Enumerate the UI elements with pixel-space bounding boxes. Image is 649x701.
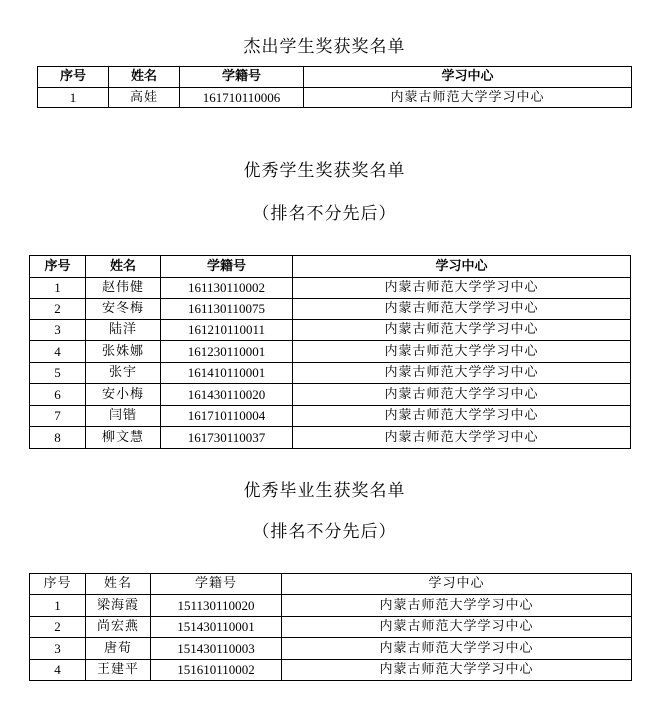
cell-name: 柳文慧 (86, 427, 161, 449)
cell-student-id: 161210110011 (161, 320, 293, 341)
header-name: 姓名 (109, 67, 180, 88)
table-header-row (30, 574, 632, 595)
header-index: 序号 (30, 256, 86, 278)
cell-index: 3 (30, 638, 86, 660)
cell-index: 6 (30, 384, 86, 406)
cell-name: 高娃 (109, 88, 180, 108)
cell-student-id: 151130110020 (151, 595, 282, 617)
table-row (30, 363, 631, 384)
cell-student-id: 161710110004 (161, 406, 293, 427)
cell-index: 5 (30, 363, 86, 384)
cell-center: 内蒙古师范大学学习中心 (293, 320, 631, 341)
cell-center: 内蒙古师范大学学习中心 (293, 341, 631, 363)
table-row (30, 427, 631, 449)
table-excellent-graduate (29, 573, 632, 681)
cell-center: 内蒙古师范大学学习中心 (282, 638, 632, 660)
cell-center: 内蒙古师范大学学习中心 (282, 660, 632, 681)
cell-center: 内蒙古师范大学学习中心 (282, 595, 632, 617)
header-center: 学习中心 (282, 574, 632, 595)
table-row (30, 341, 631, 363)
table-row (30, 299, 631, 320)
cell-name: 闫锴 (86, 406, 161, 427)
cell-student-id: 161410110001 (161, 363, 293, 384)
cell-index: 2 (30, 299, 86, 320)
cell-center: 内蒙古师范大学学习中心 (293, 406, 631, 427)
cell-center: 内蒙古师范大学学习中心 (304, 88, 632, 108)
cell-center: 内蒙古师范大学学习中心 (293, 384, 631, 406)
table-excellent-student (29, 255, 631, 449)
header-name: 姓名 (86, 574, 151, 595)
cell-name: 安冬梅 (86, 299, 161, 320)
header-index: 序号 (38, 67, 109, 88)
table-header-row (30, 256, 631, 278)
table-row (30, 406, 631, 427)
cell-name: 唐荀 (86, 638, 151, 660)
title-excellent-graduate: 优秀毕业生获奖名单 (243, 481, 406, 501)
cell-index: 3 (30, 320, 86, 341)
cell-student-id: 161130110075 (161, 299, 293, 320)
header-student-id: 学籍号 (180, 67, 304, 88)
cell-student-id: 151610110002 (151, 660, 282, 681)
cell-index: 7 (30, 406, 86, 427)
cell-name: 陆洋 (86, 320, 161, 341)
cell-name: 王建平 (86, 660, 151, 681)
cell-student-id: 151430110001 (151, 617, 282, 638)
cell-index: 1 (30, 595, 86, 617)
header-student-id: 学籍号 (161, 256, 293, 278)
cell-student-id: 151430110003 (151, 638, 282, 660)
cell-center: 内蒙古师范大学学习中心 (282, 617, 632, 638)
cell-index: 4 (30, 341, 86, 363)
title-outstanding-student: 杰出学生奖获奖名单 (243, 37, 406, 57)
header-center: 学习中心 (304, 67, 632, 88)
cell-center: 内蒙古师范大学学习中心 (293, 299, 631, 320)
cell-index: 2 (30, 617, 86, 638)
cell-index: 1 (30, 278, 86, 299)
table-row (30, 384, 631, 406)
table-row (30, 278, 631, 299)
cell-name: 赵伟健 (86, 278, 161, 299)
cell-name: 尚宏燕 (86, 617, 151, 638)
table-row (30, 617, 632, 638)
cell-student-id: 161730110037 (161, 427, 293, 449)
table-row (30, 595, 632, 617)
cell-student-id: 161430110020 (161, 384, 293, 406)
header-center: 学习中心 (293, 256, 631, 278)
header-name: 姓名 (86, 256, 161, 278)
cell-center: 内蒙古师范大学学习中心 (293, 278, 631, 299)
cell-name: 安小梅 (86, 384, 161, 406)
title-excellent-student: 优秀学生奖获奖名单 (243, 161, 406, 181)
header-index: 序号 (30, 574, 86, 595)
cell-name: 张宇 (86, 363, 161, 384)
cell-center: 内蒙古师范大学学习中心 (293, 363, 631, 384)
cell-student-id: 161130110002 (161, 278, 293, 299)
cell-student-id: 161230110001 (161, 341, 293, 363)
subtitle-excellent-graduate: （排名不分先后） (252, 522, 397, 542)
cell-index: 4 (30, 660, 86, 681)
cell-index: 1 (38, 88, 109, 108)
subtitle-excellent-student: （排名不分先后） (252, 204, 397, 224)
cell-index: 8 (30, 427, 86, 449)
table-row (30, 660, 632, 681)
table-row (38, 88, 632, 108)
cell-name: 梁海霞 (86, 595, 151, 617)
table-header-row (38, 67, 632, 88)
header-student-id: 学籍号 (151, 574, 282, 595)
table-row (30, 320, 631, 341)
table-row (30, 638, 632, 660)
cell-student-id: 161710110006 (180, 88, 304, 108)
cell-center: 内蒙古师范大学学习中心 (293, 427, 631, 449)
table-outstanding-student (37, 66, 632, 108)
cell-name: 张姝娜 (86, 341, 161, 363)
